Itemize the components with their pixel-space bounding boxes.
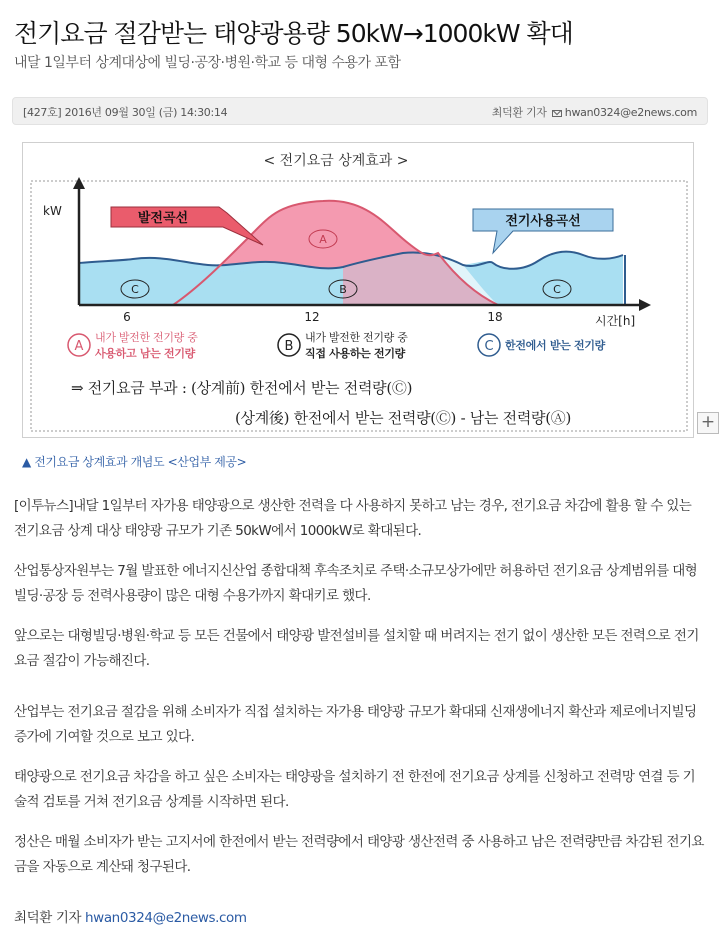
article-paragraph-1: [이투뉴스]내달 1일부터 자가용 태양광으로 생산한 전력을 다 사용하지 못하고 남는 경우, 전기요금 차감에 활용 할 수 있는 전기요금 상계 대상 태양광 규모가 기존 50kW에서 1000kW로 확대된다. bbox=[14, 498, 692, 539]
issue-number: [427호] bbox=[23, 106, 62, 119]
figure-caption: ▲ 전기요금 상계효과 개념도 <산업부 제공> bbox=[22, 455, 247, 469]
headline: 전기요금 절감받는 태양광용량 50kW→1000kW 확대 bbox=[14, 19, 573, 48]
legend-c bbox=[478, 334, 606, 356]
svg-text:A: A bbox=[74, 339, 84, 354]
reporter-email-link[interactable]: hwan0324@e2news.com bbox=[564, 106, 697, 119]
article-paragraph-2: 산업통상자원부는 7월 발표한 에너지신산업 종합대책 후속조치로 주택·소규모상가에만 허용하던 전기요금 상계범위를 대형빌딩·공장 등 전력사용량이 많은 대형 수용가까지 확대키로 했다. bbox=[14, 563, 698, 604]
article-author bbox=[492, 104, 697, 120]
legend-b-line1: 내가 발전한 전기량 중 bbox=[305, 331, 408, 344]
legend-a bbox=[68, 330, 198, 360]
x-axis-label: 시간[h] bbox=[595, 314, 636, 328]
publish-date: 2016년 09월 30일 (금) 14:30:14 bbox=[64, 106, 228, 119]
x-tick-6: 6 bbox=[123, 310, 131, 324]
usage-curve-callout bbox=[473, 209, 613, 253]
svg-text:A: A bbox=[319, 233, 327, 246]
byline-email-link[interactable]: hwan0324@e2news.com bbox=[85, 910, 247, 926]
svg-text:C: C bbox=[131, 283, 139, 296]
net-metering-diagram bbox=[23, 143, 693, 437]
legend-b-line2: 직접 사용하는 전기량 bbox=[305, 347, 405, 360]
article-issue-date bbox=[23, 104, 227, 120]
svg-text:B: B bbox=[339, 283, 347, 296]
article-paragraph-5: 태양광으로 전기요금 차감을 하고 싶은 소비자는 태양광을 설치하기 전 한전에 전기요금 상계를 신청하고 전력망 연결 등 기술적 검토를 거쳐 전기요금 상계를 시작하면 된다. bbox=[14, 769, 696, 810]
y-axis-label: kW bbox=[43, 204, 62, 218]
plus-icon: + bbox=[700, 412, 716, 432]
svg-text:C: C bbox=[484, 339, 494, 354]
article-paragraph-4: 산업부는 전기요금 절감을 위해 소비자가 직접 설치하는 자가용 태양광 규모가 확대돼 신재생에너지 확산과 제로에너지빌딩 증가에 기여할 것으로 보고 있다. bbox=[14, 704, 697, 745]
y-axis-arrow bbox=[73, 177, 85, 189]
x-axis-arrow bbox=[639, 299, 651, 311]
byline-reporter: 최덕환 기자 bbox=[14, 910, 82, 926]
legend-a-line1: 내가 발전한 전기량 중 bbox=[95, 331, 198, 344]
formula-line2: (상계後) 한전에서 받는 전력량(Ⓒ) - 남는 전력량(Ⓐ) bbox=[235, 409, 572, 427]
generation-curve-callout bbox=[111, 207, 263, 245]
article-meta-bar bbox=[12, 97, 708, 125]
legend-b bbox=[278, 330, 408, 360]
article-figure bbox=[22, 142, 694, 438]
article-paragraph-3: 앞으로는 대형빌딩·병원·학교 등 모든 건물에서 태양광 발전설비를 설치할 때 버려지는 전기 없이 생산한 모든 전력으로 전기요금 절감이 가능해진다. bbox=[14, 628, 699, 669]
diagram-title: < 전기요금 상계효과 > bbox=[263, 153, 409, 169]
subheadline: 내달 1일부터 상계대상에 빌딩·공장·병원·학교 등 대형 수용가 포함 bbox=[14, 55, 401, 71]
legend-c-text: 한전에서 받는 전기량 bbox=[505, 339, 605, 352]
x-tick-18: 18 bbox=[487, 310, 503, 324]
svg-text:C: C bbox=[553, 283, 561, 296]
figure-zoom-button[interactable] bbox=[697, 412, 719, 434]
svg-text:발전곡선: 발전곡선 bbox=[137, 211, 189, 226]
reporter-name: 최덕환 기자 bbox=[491, 106, 547, 119]
formula-line1: ⇒ 전기요금 부과 : (상계前) 한전에서 받는 전력량(Ⓒ) bbox=[71, 379, 413, 397]
x-tick-12: 12 bbox=[304, 310, 320, 324]
svg-text:전기사용곡선: 전기사용곡선 bbox=[505, 214, 581, 229]
article-byline bbox=[14, 906, 247, 926]
legend-a-line2: 사용하고 남는 전기량 bbox=[95, 347, 195, 360]
svg-text:B: B bbox=[284, 339, 294, 354]
article-paragraph-6: 정산은 매월 소비자가 받는 고지서에 한전에서 받는 전력량에서 태양광 생산전력 중 사용하고 남은 전력량만큼 차감된 전기요금을 자동으로 계산돼 청구된다. bbox=[14, 834, 704, 875]
mail-icon bbox=[552, 110, 562, 117]
